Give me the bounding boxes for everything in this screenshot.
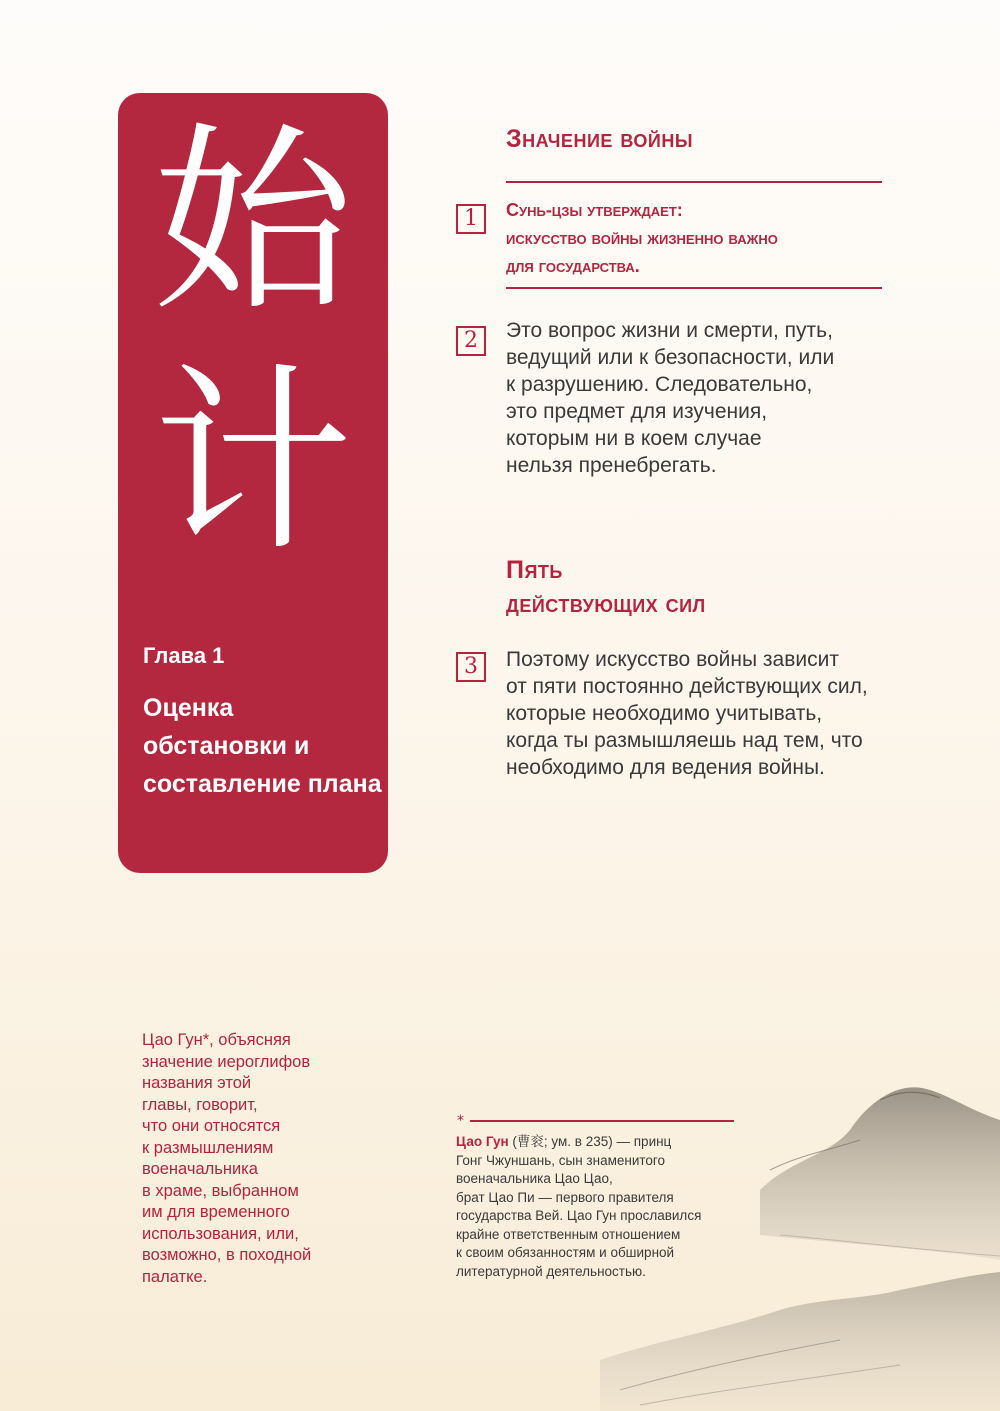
paragraph-number-2: 2 <box>456 326 486 356</box>
paragraph-number-1: 1 <box>456 204 486 234</box>
text-line: в храме, выбранном <box>142 1181 299 1200</box>
text-line: использования, или, <box>142 1224 299 1243</box>
text-line: необходимо для ведения войны. <box>506 756 825 779</box>
text-line: к размышлениям <box>142 1138 274 1157</box>
text-line: военачальника <box>142 1160 258 1178</box>
chapter-panel <box>118 93 388 873</box>
chapter-label: Глава 1 <box>143 643 225 668</box>
text-line: военачальника Цао Цао, <box>456 1171 613 1186</box>
side-note <box>142 1030 382 1288</box>
section-heading-five-forces <box>506 553 706 621</box>
chapter-character-1: 始 <box>152 106 353 339</box>
text-line: ведущий или к безопасности, или <box>506 346 835 369</box>
text-line: Гонг Чжуншань, сын знаменитого <box>456 1152 666 1168</box>
divider-top <box>506 181 882 183</box>
chapter-title: Оценка обстановки и составление плана <box>143 694 382 798</box>
text-line: Это вопрос жизни и смерти, путь, <box>506 319 833 342</box>
text-line: крайне ответственным отношением <box>456 1226 681 1242</box>
footnote-first-line-rest: (曹衮; ум. в 235) — принц <box>508 1134 672 1149</box>
footnote <box>456 1133 756 1281</box>
section-heading-meaning-of-war: Значение войны <box>506 125 693 153</box>
text-line: для государства. <box>506 256 640 276</box>
text-line: значение иероглифов <box>142 1052 311 1071</box>
text-line: когда ты размышляешь над тем, что <box>506 729 863 752</box>
text-line: литературной деятельностью. <box>456 1263 646 1279</box>
text-line: Цао Гун*, объясняя <box>142 1031 291 1049</box>
text-line: Сунь-цзы утверждает: <box>506 200 683 220</box>
paragraph-3 <box>506 646 906 781</box>
text-line: которым ни в коем случае <box>506 427 762 450</box>
text-line: брат Цао Пи — первого правителя <box>456 1189 674 1205</box>
thesis-statement <box>506 196 886 280</box>
text-line: это предмет для изучения, <box>506 400 768 423</box>
paragraph-number-3: 3 <box>456 652 486 682</box>
text-line: главы, говорит, <box>142 1095 258 1114</box>
text-line: к своим обязанностям и обширной <box>456 1245 675 1260</box>
text-line: искусство войны жизненно важно <box>506 228 778 248</box>
text-line: государства Вей. Цао Гун прославился <box>456 1208 702 1223</box>
footnote-divider <box>470 1120 734 1122</box>
divider-bottom <box>506 287 882 289</box>
footnote-first-line <box>456 1133 756 1152</box>
heading-line: действующих сил <box>506 590 706 618</box>
heading-line: Пять <box>506 556 563 584</box>
footnote-name: Цао Гун <box>456 1134 509 1149</box>
text-line: которые необходимо учитывать, <box>506 702 823 725</box>
text-line: Поэтому искусство войны зависит <box>506 648 839 671</box>
text-line: палатке. <box>142 1267 208 1286</box>
chapter-character-2: 计 <box>152 346 353 579</box>
text-line: от пяти постоянно действующих сил, <box>506 675 868 698</box>
text-line: нельзя пренебрегать. <box>506 454 717 477</box>
text-line: возможно, в походной <box>142 1246 312 1264</box>
text-line: к разрушению. Следовательно, <box>506 373 813 396</box>
paragraph-2 <box>506 317 906 479</box>
text-line: что они относятся <box>142 1117 281 1135</box>
text-line: названия этой <box>142 1074 252 1092</box>
footnote-marker: * <box>457 1113 464 1129</box>
text-line: им для временного <box>142 1203 290 1221</box>
